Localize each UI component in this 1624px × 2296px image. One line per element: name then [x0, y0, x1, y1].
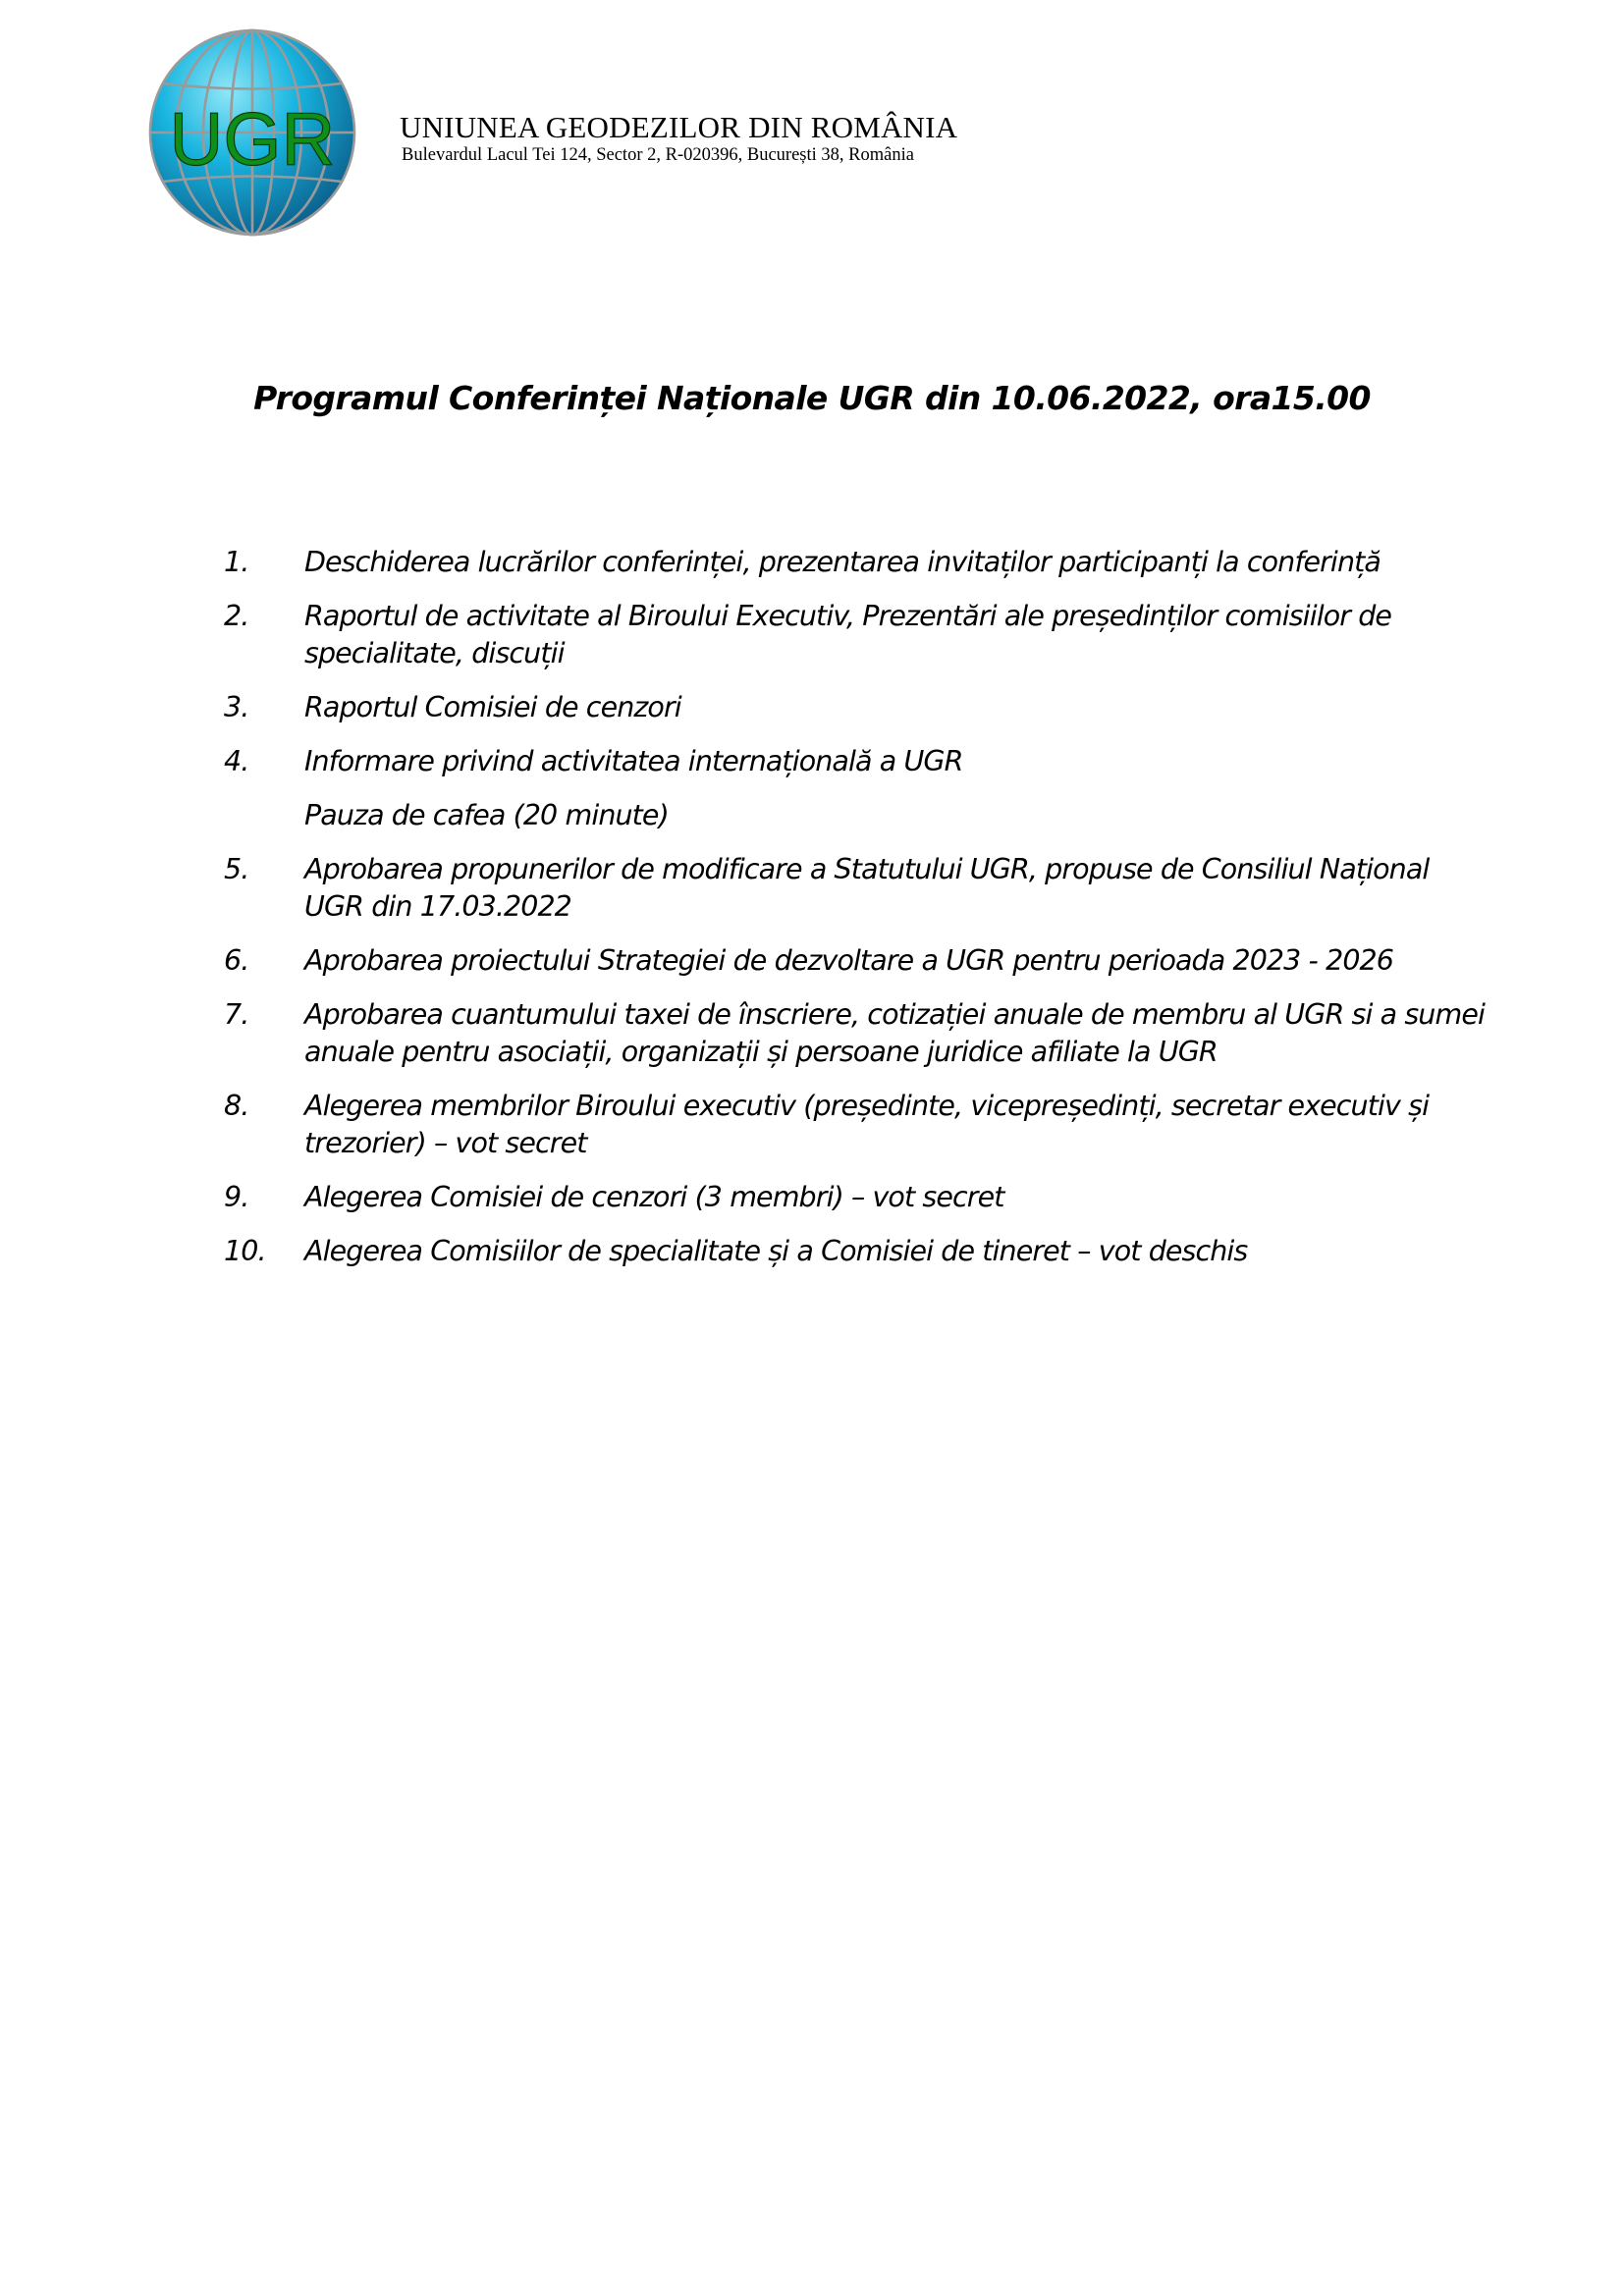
agenda-item-number: 5. [224, 853, 249, 885]
agenda-item [224, 851, 1490, 926]
coffee-break-text: Pauza de cafea (20 minute) [304, 799, 669, 831]
agenda-item [224, 598, 1490, 672]
agenda-item-number [224, 797, 304, 834]
agenda-item-text: Alegerea Comisiilor de specialitate și a Comisiei de tineret – vot deschis [304, 1235, 1248, 1267]
agenda-item [224, 743, 1490, 780]
agenda-item [224, 996, 1490, 1071]
agenda-item-text: Deschiderea lucrărilor conferinței, prezentarea invitaților participanți la conferință [304, 546, 1380, 578]
agenda-item-number: 4. [224, 745, 249, 777]
logo-text: UGR [169, 98, 336, 182]
agenda-item-text: Informare privind activitatea internațională a UGR [304, 745, 963, 777]
agenda-item-text: Alegerea Comisiei de cenzori (3 membri) – vot secret [304, 1181, 1004, 1213]
agenda-item-number: 7. [224, 998, 249, 1031]
agenda-item-number: 10. [224, 1235, 266, 1267]
agenda-item [224, 689, 1490, 726]
agenda-item [224, 1088, 1490, 1162]
ugr-globe-logo [147, 27, 357, 238]
agenda-item-text: Raportul Comisiei de cenzori [304, 691, 681, 723]
organization-address: Bulevardul Lacul Tei 124, Sector 2, R-020396, București 38, România [402, 145, 914, 165]
organization-name: UNIUNEA GEODEZILOR DIN ROMÂNIA [400, 110, 958, 144]
agenda-item-break [224, 797, 1490, 834]
agenda-item-text: Raportul de activitate al Biroului Executiv, Prezentări ale președinților comisiilor de specialitate, discuții [304, 600, 1392, 669]
agenda-item [224, 544, 1490, 581]
agenda-item-text: Alegerea membrilor Biroului executiv (președinte, vicepreședinți, secretar executiv și trezorier) – vot secret [304, 1090, 1430, 1159]
agenda-item [224, 1179, 1490, 1216]
agenda-item-number: 6. [224, 944, 249, 977]
agenda-item-number: 9. [224, 1181, 249, 1213]
agenda-item-text: Aprobarea cuantumului taxei de înscriere, cotizației anuale de membru al UGR si a sumei anuale pentru asociații, organizații și persoane juridice afiliate la UGR [304, 998, 1485, 1068]
agenda-item [224, 1233, 1490, 1270]
globe-icon [147, 27, 357, 238]
agenda-item [224, 942, 1490, 980]
agenda-list [224, 544, 1490, 1287]
agenda-item-number: 3. [224, 691, 249, 723]
agenda-item-number: 2. [224, 600, 249, 632]
document-title: Programul Conferinței Naționale UGR din 10.06.2022, ora15.00 [253, 379, 1371, 417]
agenda-item-number: 1. [224, 546, 249, 578]
agenda-item-text: Aprobarea proiectului Strategiei de dezvoltare a UGR pentru perioada 2023 - 2026 [304, 944, 1394, 977]
agenda-item-text: Aprobarea propunerilor de modificare a Statutului UGR, propuse de Consiliul Național UGR din 17.03.2022 [304, 853, 1430, 923]
agenda-item-number: 8. [224, 1090, 249, 1122]
